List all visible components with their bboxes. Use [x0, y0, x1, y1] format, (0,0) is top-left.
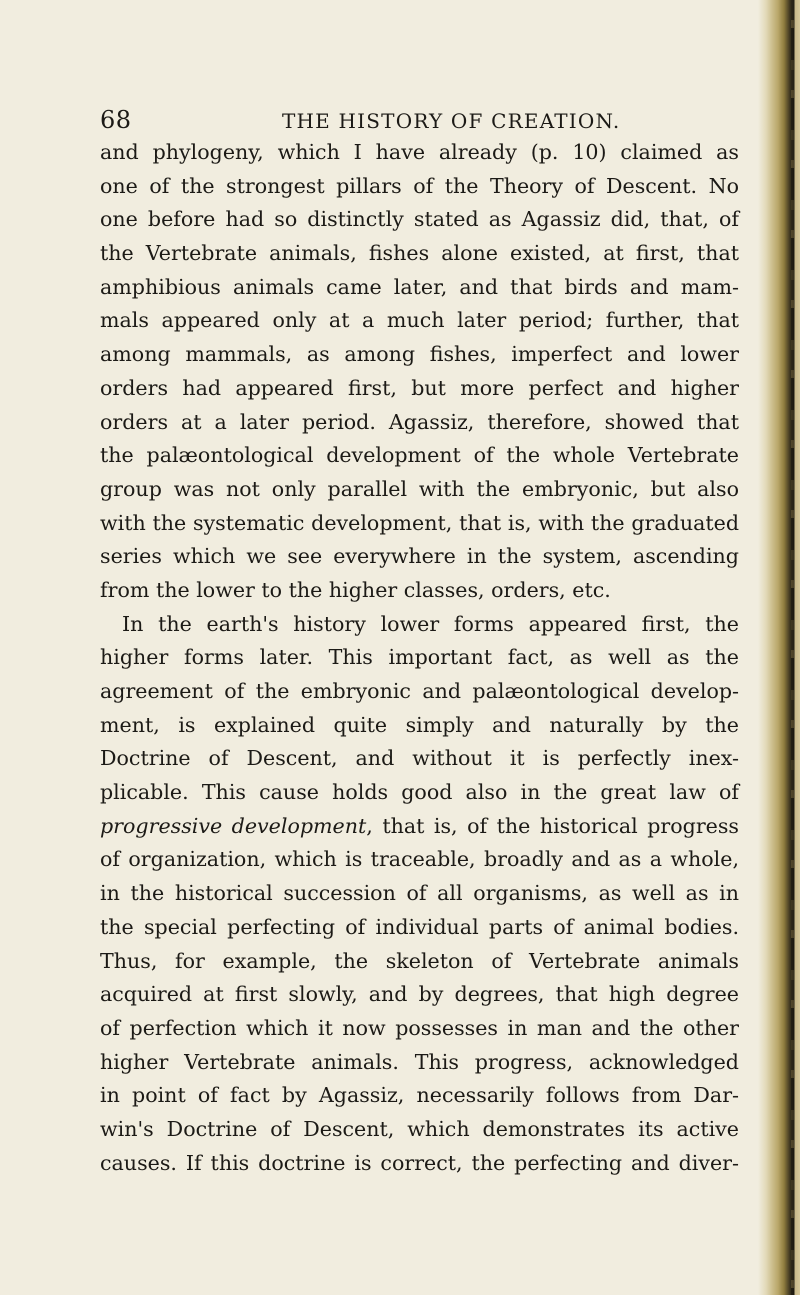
text-line: win's Doctrine of Descent, which demonstrates its active	[100, 1116, 739, 1141]
text-line: series which we see everywhere in the system, ascending	[100, 544, 739, 569]
text-line: in point of fact by Agassiz, necessarily follows from Dar-	[100, 1083, 739, 1108]
text-line: of organization, which is traceable, broadly and as a whole,	[100, 847, 739, 872]
text-line: orders had appeared first, but more perfect and higher	[100, 375, 739, 400]
text-line: the Vertebrate animals, fishes alone existed, at first, that	[100, 241, 739, 266]
binding-edge	[791, 0, 794, 1295]
text-line: with the systematic development, that is, with the graduated	[100, 510, 739, 535]
text-line: orders at a later period. Agassiz, therefore, showed that	[100, 409, 739, 434]
text-line: mals appeared only at a much later period; further, that	[100, 308, 739, 333]
text-run: , that is, of the historical progress	[366, 813, 739, 838]
text-line: from the lower to the higher classes, orders, etc.	[100, 577, 611, 602]
italic-emphasis: progressive development	[100, 813, 367, 838]
text-line: one before had so distinctly stated as Agassiz did, that, of	[100, 207, 739, 232]
text-line: Thus, for example, the skeleton of Vertebrate animals	[100, 948, 739, 973]
text-line: group was not only parallel with the embryonic, but also	[100, 476, 739, 501]
text-line: and phylogeny, which I have already (p. 10) claimed as	[100, 140, 739, 164]
text-line: of perfection which it now possesses in man and the other	[100, 1015, 739, 1040]
text-line: the special perfecting of individual parts of animal bodies.	[100, 914, 739, 939]
page-number: 68	[100, 106, 132, 134]
body-text	[100, 136, 739, 1180]
text-line: In the earth's history lower forms appeared first, the	[122, 611, 739, 636]
text-line: ment, is explained quite simply and naturally by the	[100, 712, 739, 737]
text-line: one of the strongest pillars of the Theory of Descent. No	[100, 173, 739, 198]
text-line: Doctrine of Descent, and without it is perfectly inex-	[100, 746, 739, 771]
text-line: acquired at first slowly, and by degrees, that high degree	[100, 982, 739, 1007]
text-line: the palæontological development of the whole Vertebrate	[100, 443, 739, 468]
text-line: among mammals, as among fishes, imperfect and lower	[100, 342, 739, 367]
text-line	[100, 810, 739, 844]
text-line: higher Vertebrate animals. This progress, acknowledged	[100, 1049, 739, 1074]
text-line: causes. If this doctrine is correct, the perfecting and diver-	[100, 1150, 739, 1175]
text-line: amphibious animals came later, and that birds and mam-	[100, 274, 739, 299]
running-head: THE HISTORY OF CREATION.	[282, 109, 621, 133]
text-line: higher forms later. This important fact, as well as the	[100, 645, 739, 670]
text-line: plicable. This cause holds good also in the great law of	[100, 780, 739, 805]
text-line: agreement of the embryonic and palæontological develop-	[100, 679, 739, 703]
text-line: in the historical succession of all organisms, as well as in	[100, 881, 739, 906]
page-header	[100, 106, 740, 138]
